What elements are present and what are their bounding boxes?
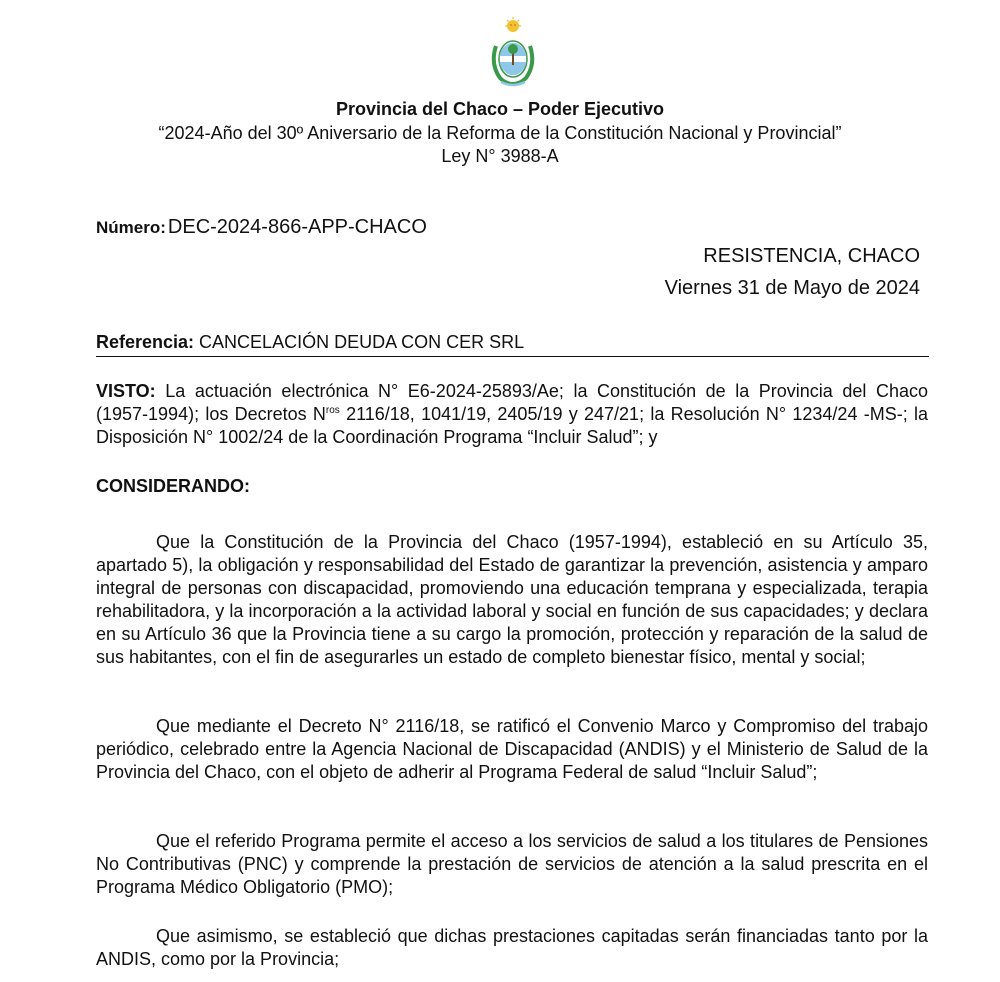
sun-icon <box>505 17 521 32</box>
number-value: DEC-2024-866-APP-CHACO <box>167 216 427 238</box>
paragraph-2: Que mediante el Decreto N° 2116/18, se ratificó el Convenio Marco y Compromiso del trabajo periódico, celebrado entre la Agencia Nacional de Discapacidad (ANDIS) y el Ministerio de Salud de la Provincia del Chaco, con el objeto de adherir al Programa Federal de salud “Incluir Salud”; <box>96 716 928 782</box>
visto-text-1: La actuación electrónica N° E6-2024-25893/Ae; la Constitución de la Provincia del Chaco (1957-1994); los Decretos N <box>96 381 928 424</box>
chaco-seal-logo <box>486 16 540 90</box>
number-label: Número: <box>96 218 166 237</box>
header-motto: “2024-Año del 30º Aniversario de la Reforma de la Constitución Nacional y Provincial” <box>158 123 842 143</box>
paragraph-1: Que la Constitución de la Provincia del Chaco (1957-1994), estableció en su Artículo 35, apartado 5), la obligación y responsabilidad del Estado de garantizar la prevención, asistencia y amparo integral de personas con discapacidad, promoviendo una educación temprana y especializada, terapia rehabilitadora, y la incorporación a la actividad laboral y social en función de sus capacidades; y declara en su Artículo 36 que la Provincia tiene a su cargo la promoción, protección y reparación de la salud de sus habitantes, con el fin de asegurarles un estado de completo bienestar físico, mental y social; <box>96 532 928 667</box>
visto-label: VISTO: <box>96 381 156 401</box>
reference-label: Referencia: <box>96 332 195 352</box>
header-government: Provincia del Chaco – Poder Ejecutivo <box>335 99 665 119</box>
document-reference <box>96 332 524 353</box>
considerando-heading: CONSIDERANDO: <box>96 476 251 496</box>
visto-paragraph <box>96 380 928 449</box>
document-place: RESISTENCIA, CHACO <box>703 245 920 267</box>
document-date: Viernes 31 de Mayo de 2024 <box>664 277 920 299</box>
visto-text-2: 2116/18, 1041/19, 2405/19 y 247/21; la Resolución N° 1234/24 -MS-; la Disposición N° 1002/24 de la Coordinación Programa “Incluir Salud”; y <box>96 404 928 447</box>
visto-sup: ros <box>325 405 340 416</box>
reference-value: CANCELACIÓN DEUDA CON CER SRL <box>194 332 525 352</box>
reference-divider <box>96 356 929 357</box>
paragraph-4: Que asimismo, se estableció que dichas prestaciones capitadas serán financiadas tanto por la ANDIS, como por la Provincia; <box>96 926 928 969</box>
header-law: Ley N° 3988-A <box>441 146 559 166</box>
paragraph-3: Que el referido Programa permite el acceso a los servicios de salud a los titulares de Pensiones No Contributivas (PNC) y comprende la prestación de servicios de atención a la salud prescrita en el Programa Médico Obligatorio (PMO); <box>96 831 928 897</box>
document-number <box>96 216 427 239</box>
